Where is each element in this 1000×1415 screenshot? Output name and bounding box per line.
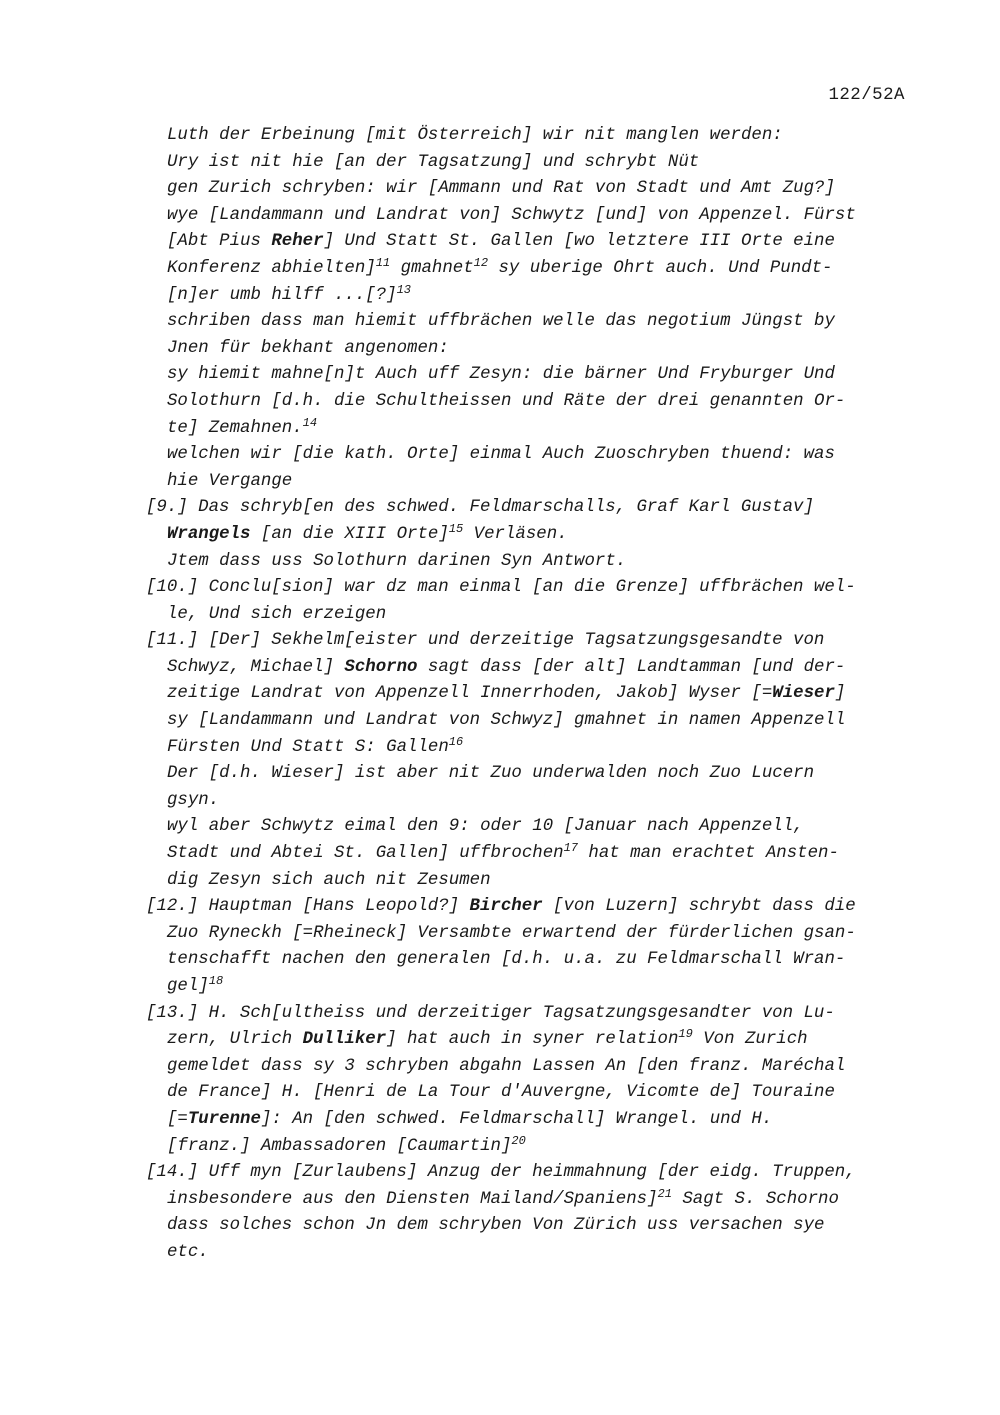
text-line <box>146 894 916 921</box>
text-run: [von Luzern] schrybt dass die <box>542 897 856 917</box>
footnote-ref: 21 <box>657 1186 672 1201</box>
text-run: dass solches schon Jn dem schryben Von Zürich uss versachen sye <box>167 1216 825 1236</box>
page-number: 122/52A <box>828 86 905 105</box>
text-run: wyl aber Schwytz eimal den 9: oder 10 [Januar nach Appenzell, <box>167 817 804 837</box>
text-line <box>146 1213 916 1240</box>
numbered-paragraph <box>146 894 916 1000</box>
text-run: Zuo Ryneckh [=Rheineck] Versambte erwartend der fürderlichen gsan- <box>167 923 856 943</box>
text-run: tenschafft nachen den generalen [d.h. u.a. zu Feldmarschall Wran- <box>167 950 846 970</box>
text-run: Jtem dass uss Solothurn darinen Syn Antwort. <box>167 551 627 571</box>
footnote-ref: 19 <box>678 1027 693 1042</box>
footnote-ref: 18 <box>208 974 224 988</box>
text-run: Luth der Erbeinung [mit Österreich] wir nit manglen werden: <box>167 126 783 145</box>
numbered-paragraph <box>146 1160 916 1266</box>
footnote-ref: 20 <box>511 1133 526 1148</box>
text-line <box>146 469 916 496</box>
text-line <box>146 761 916 788</box>
text-line <box>146 681 916 708</box>
text-run: [9.] Das schryb[en des schwed. Feldmarschalls, Graf Karl Gustav] <box>146 498 814 518</box>
text-line <box>146 336 916 363</box>
text-run: insbesondere aus den Diensten Mailand/Spaniens] <box>167 1189 658 1209</box>
text-run: [13.] H. Sch[ultheiss und derzeitiger Tagsatzungsgesandter von Lu- <box>146 1003 835 1023</box>
text-run: Ury ist nit hie [an der Tagsatzung] und schrybt Nüt <box>167 152 700 172</box>
footnote-ref: 12 <box>473 255 489 270</box>
text-line <box>146 974 916 1001</box>
text-run: gmahnet <box>390 258 474 278</box>
person-name: Schorno <box>344 657 418 677</box>
text-line <box>146 389 916 416</box>
text-run: [= <box>167 1109 188 1129</box>
person-name: Wrangels <box>167 524 251 544</box>
text-line <box>146 229 916 256</box>
text-line <box>146 1160 916 1187</box>
text-run: [franz.] Ambassadoren [Caumartin] <box>167 1136 512 1156</box>
text-line <box>146 495 916 522</box>
text-run: [n]er umb hilff ...[?] <box>167 285 397 305</box>
footnote-ref: 14 <box>302 415 318 430</box>
text-run: gemeldet dass sy 3 schryben abgahn Lassen An [den franz. Maréchal <box>167 1056 846 1076</box>
text-line <box>146 921 916 948</box>
person-name: Bircher <box>469 897 543 917</box>
text-run: dig Zesyn sich auch nit Zesumen <box>167 870 491 890</box>
person-name: Wieser <box>772 684 835 704</box>
numbered-paragraph <box>146 495 916 575</box>
person-name: Turenne <box>187 1109 261 1129</box>
text-run: [11.] [Der] Sekhelm[eister und derzeitige Tagsatzungsgesandte von <box>146 631 825 651</box>
document-body <box>146 123 916 1267</box>
text-run: [Abt Pius <box>167 232 272 252</box>
person-name: Dulliker <box>302 1030 387 1050</box>
text-line <box>146 628 916 655</box>
text-run: gsyn. <box>167 790 220 810</box>
text-run: Fürsten Und Statt S: Gallen <box>167 737 449 757</box>
text-run: ] <box>834 684 846 704</box>
text-run: gen Zurich schryben: wir [Ammann und Rat von Stadt und Amt Zug?] <box>167 179 835 199</box>
text-run: ] hat auch in syner relation <box>386 1030 679 1050</box>
text-line <box>146 1134 916 1161</box>
text-run: Stadt und Abtei St. Gallen] uffbrochen <box>167 844 564 864</box>
text-run: sy [Landammann und Landrat von Schwyz] gmahnet in namen Appenzell <box>167 711 846 731</box>
text-line <box>146 176 916 203</box>
text-run: te] Zemahnen. <box>167 418 303 438</box>
numbered-paragraph <box>146 1001 916 1161</box>
text-line <box>146 256 916 283</box>
text-run: ]: An [den schwed. Feldmarschall] Wrangel. und H. <box>260 1109 773 1129</box>
text-run: Der [d.h. Wieser] ist aber nit Zuo underwalden noch Zuo Lucern <box>167 764 815 784</box>
text-line <box>146 708 916 735</box>
text-line <box>146 841 916 868</box>
text-line <box>146 309 916 336</box>
text-line <box>146 814 916 841</box>
text-line <box>146 1107 916 1134</box>
text-run: sagt dass [der alt] Landtamman [und der- <box>417 657 846 677</box>
text-run: Konferenz abhielten] <box>167 258 376 278</box>
text-line <box>146 522 916 549</box>
text-run: Solothurn [d.h. die Schultheissen und Räte der drei genannten Or- <box>167 391 846 411</box>
footnote-ref: 15 <box>448 521 464 536</box>
footnote-ref: 17 <box>563 841 578 856</box>
text-run: hie Vergange <box>167 471 293 491</box>
text-line <box>146 150 916 177</box>
text-run: Jnen für bekhant angenomen: <box>167 338 449 358</box>
text-run: welchen wir [die kath. Orte] einmal Auch Zuoschryben thuend: was <box>167 445 835 465</box>
text-run: [12.] Hauptman [Hans Leopold?] <box>146 897 470 917</box>
text-run: sy hiemit mahne[n]t Auch uff Zesyn: die bärner Und Fryburger Und <box>167 365 835 385</box>
text-run: zern, Ulrich <box>167 1030 303 1050</box>
text-run: ] Und Statt St. Gallen [wo letztere III Orte eine <box>323 232 835 252</box>
text-run: gel] <box>167 977 209 996</box>
text-line <box>146 416 916 443</box>
footnote-ref: 16 <box>448 734 464 749</box>
text-line <box>146 602 916 629</box>
text-run: Schwyz, Michael] <box>167 657 345 677</box>
text-line <box>146 788 916 815</box>
text-run: schriben dass man hiemit uffbrächen welle das negotium Jüngst by <box>167 312 835 332</box>
text-line <box>146 575 916 602</box>
numbered-paragraph <box>146 628 916 894</box>
text-run: de France] H. [Henri de La Tour d'Auvergne, Vicomte de] Touraine <box>167 1083 835 1103</box>
text-run: sy uberige Ohrt auch. Und Pundt- <box>488 258 833 278</box>
text-line <box>146 735 916 762</box>
text-run: hat man erachtet Ansten- <box>577 844 839 864</box>
footnote-ref: 11 <box>375 255 391 270</box>
text-line <box>146 1187 916 1214</box>
paragraph <box>146 123 916 495</box>
text-run: wye [Landammann und Landrat von] Schwytz [und] von Appenzel. Fürst <box>167 205 856 225</box>
text-run: Sagt S. Schorno <box>671 1189 839 1209</box>
text-run: [10.] Conclu[sion] war dz man einmal [an die Grenze] uffbrächen wel- <box>146 578 856 598</box>
text-line <box>146 947 916 974</box>
text-line <box>146 1080 916 1107</box>
text-run: Verläsen. <box>463 524 568 544</box>
text-line <box>146 362 916 389</box>
text-line <box>146 283 916 310</box>
person-name: Reher <box>271 232 324 252</box>
text-run: etc. <box>167 1242 209 1262</box>
text-line <box>146 1001 916 1028</box>
text-line <box>146 1240 916 1267</box>
text-run: zeitige Landrat von Appenzell Innerrhoden, Jakob] Wyser [= <box>167 684 773 704</box>
text-line <box>146 1054 916 1081</box>
text-run: [14.] Uff myn [Zurlaubens] Anzug der heimmahnung [der eidg. Truppen, <box>146 1163 856 1183</box>
text-line <box>146 868 916 895</box>
text-run: [an die XIII Orte] <box>250 524 449 544</box>
text-line <box>146 549 916 576</box>
text-line <box>146 655 916 682</box>
text-line <box>146 123 916 150</box>
text-run: le, Und sich erzeigen <box>167 604 387 624</box>
text-line <box>146 203 916 230</box>
text-run: Von Zurich <box>692 1030 808 1050</box>
text-line <box>146 1027 916 1054</box>
text-line <box>146 442 916 469</box>
numbered-paragraph <box>146 575 916 628</box>
footnote-ref: 13 <box>396 282 412 297</box>
